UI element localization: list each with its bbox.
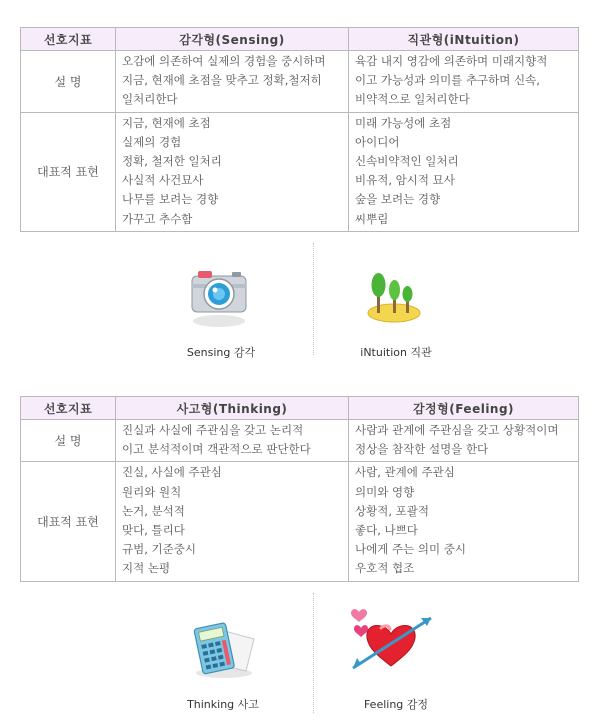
thinking-caption: Thinking 사고 [187, 698, 259, 711]
list-item: 아이디어 [355, 134, 400, 149]
row-label-expressions: 대표적 표현 [21, 112, 116, 231]
header-intuition: 직관형(iNtuition) [349, 28, 579, 51]
illustration-divider [313, 243, 314, 355]
intuition-description [349, 51, 579, 113]
feeling-caption: Feeling 감정 [363, 698, 429, 711]
table-row-expressions [21, 112, 579, 231]
text-line: 지금, 현재에 초점을 맞추고 정확,철저히 [122, 73, 322, 88]
header-feeling: 감정형(Feeling) [349, 397, 579, 420]
text-line: 육감 내지 영감에 의존하며 미래지향적 [355, 54, 548, 68]
list-item: 좋다, 나쁘다 [355, 523, 418, 538]
list-item: 비유적, 암시적 묘사 [355, 173, 455, 188]
list-item: 미래 가능성에 초점 [355, 115, 452, 130]
list-item: 신속비약적인 일처리 [355, 154, 459, 169]
text-line: 정상을 참작한 설명을 한다 [355, 442, 489, 457]
thinking-expressions [116, 462, 349, 581]
row-label-expressions: 대표적 표현 [21, 462, 116, 581]
list-item: 맞다, 틀리다 [122, 523, 185, 538]
row-label-description: 설 명 [21, 420, 116, 462]
table-header-row [21, 28, 579, 51]
intuition-expressions [349, 112, 579, 231]
list-item: 실제의 경험 [122, 134, 182, 149]
list-item: 숲을 보려는 경향 [355, 192, 441, 207]
feeling-description [349, 420, 579, 462]
trees-icon [364, 265, 424, 329]
sensing-expressions [116, 112, 349, 231]
text-line: 이고 분석적이며 객관적으로 판단한다 [122, 442, 311, 457]
header-preference-index: 선호지표 [21, 397, 116, 420]
header-thinking: 사고형(Thinking) [116, 397, 349, 420]
feeling-expressions [349, 462, 579, 581]
text-line: 일처리한다 [122, 92, 178, 107]
list-item: 의미와 영향 [355, 484, 415, 499]
thinking-feeling-table [20, 396, 579, 582]
table-row-expressions [21, 462, 579, 581]
text-line: 오감에 의존하여 실제의 경험을 중시하며 [122, 54, 326, 68]
list-item: 지적 논평 [122, 561, 171, 576]
table-header-row [21, 397, 579, 420]
list-item: 나무를 보려는 경향 [122, 192, 219, 207]
list-item: 상황적, 포괄적 [355, 503, 429, 518]
list-item: 가꾸고 추수함 [122, 211, 193, 226]
text-line: 진실과 사실에 주관심을 갖고 논리적 [122, 423, 304, 437]
list-item: 원리와 원칙 [122, 484, 182, 499]
list-item: 규범, 기준중시 [122, 542, 196, 557]
header-preference-index: 선호지표 [21, 28, 116, 51]
list-item: 진실, 사실에 주관심 [122, 465, 222, 480]
text-line: 이고 가능성과 의미를 추구하며 신속, [355, 73, 540, 88]
camera-icon [186, 266, 252, 328]
sensing-description [116, 51, 349, 113]
list-item: 우호적 협조 [355, 561, 415, 576]
thinking-description [116, 420, 349, 462]
table-row-description [21, 420, 579, 462]
illustration-divider [313, 593, 314, 713]
sensing-caption: Sensing 감각 [186, 346, 256, 359]
text-line: 비약적으로 일처리한다 [355, 92, 470, 107]
list-item: 지금, 현재에 초점 [122, 115, 211, 130]
heart-arrow-icon [347, 604, 435, 674]
table-row-description [21, 51, 579, 113]
text-line: 사람과 관계에 주관심을 갖고 상황적이며 [355, 423, 559, 437]
list-item: 사람, 관계에 주관심 [355, 465, 455, 480]
header-sensing: 감각형(Sensing) [116, 28, 349, 51]
sensing-intuition-table [20, 27, 579, 232]
list-item: 정확, 철저한 일처리 [122, 154, 222, 169]
intuition-caption: iNtuition 직관 [360, 346, 432, 359]
calculator-icon [188, 617, 258, 679]
row-label-description: 설 명 [21, 51, 116, 113]
list-item: 논거, 분석적 [122, 503, 185, 518]
list-item: 사실적 사건묘사 [122, 173, 204, 188]
list-item: 씨뿌림 [355, 211, 389, 226]
list-item: 나에게 주는 의미 중시 [355, 542, 466, 557]
